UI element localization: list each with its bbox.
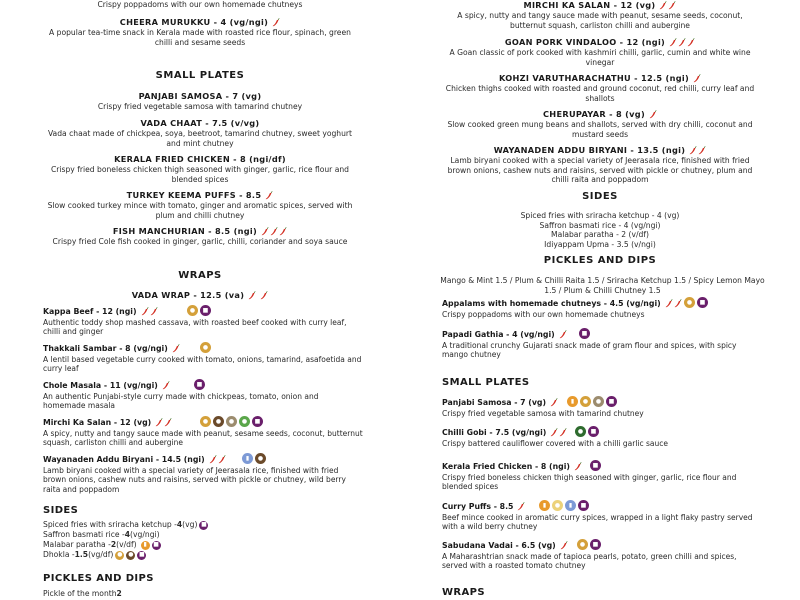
item-description: Authentic toddy shop mashed cassava, with roasted beef cooked with curry leaf, chilli and ginger [43,318,347,337]
side-item: Idiyappam Upma - 3.5 (v/ngi) [544,239,656,249]
allergen-icons [590,460,601,471]
menu-item [40,190,360,220]
item-title: TURKEY KEEMA PUFFS - 8.5 [40,190,360,201]
chilli-icon [573,462,582,471]
item-title: Chilli Gobi - 7.5 (vg/ngi) ● ■ [442,426,762,438]
item-description: A popular tea-time snack in Kerala made with roasted rice flour, spinach, green chilli and sesame seeds [49,28,351,47]
side-item: Spiced fries with sriracha ketchup - 4 (vg) ■ [43,520,207,529]
chilli-icon [171,344,180,353]
chilli-icon [658,1,676,10]
item-description: Lamb biryani cooked with a special variety of Jeerasala rice, finished with fried brown onions, cashew nuts and raisins, served with pickle or chutney, wild berry raita and poppadom [43,466,346,494]
peanut-icon: ● [213,416,224,427]
chilli-icon [271,18,280,27]
section-heading-small-plates: SMALL PLATES [442,377,530,388]
mustard-icon: ● [577,539,588,550]
item-title: KOHZI VARUTHARACHATHU - 12.5 (ngi) [440,73,760,84]
celery-icon: ● [239,416,250,427]
item-description: Crispy battered cauliflower covered with a chilli garlic sauce [442,439,669,448]
lupin-icon: ● [684,297,695,308]
item-title: Mirchi Ka Salan - 12 (vg) ● ● ● ● ■ [43,416,363,428]
nuts-icon: ● [255,453,266,464]
allergen-icons [567,396,617,407]
menu-item [440,37,760,67]
side-item: Malabar paratha - 2 (v/df) [551,230,649,239]
menu-item-cheera-murukku [40,17,360,47]
item-title: CHERUPAYAR - 8 (vg) [440,109,760,120]
section-heading-small-plates: SMALL PLATES [155,70,245,81]
menu-item [40,118,360,148]
item-title: Kerala Fried Chicken - 8 (ngi) ■ [442,460,762,472]
chilli-icon [668,38,695,47]
chilli-icon [516,502,525,511]
sulphite-icon: ■ [201,521,207,528]
chilli-icon [688,146,706,155]
item-title: KERALA FRIED CHICKEN - 8 (ngi/df) [114,154,286,164]
menu-item [442,426,762,448]
item-description: Crispy fried boneless chicken thigh seasoned with ginger, garlic, rice flour and blended spices [442,473,737,492]
menu-item [43,305,363,337]
item-description: A Maharashtrian snack made of tapioca pearls, potato, green chilli and spices, served with a roasted tomato chutney [442,552,737,571]
sides-list [400,211,800,249]
menu-item [40,154,360,184]
mustard-icon: ● [200,342,211,353]
sulphite-icon: ■ [578,500,589,511]
milk-icon: ▮ [565,500,576,511]
chilli-icon [140,307,158,316]
menu-item [43,453,363,494]
menu-item [442,297,762,319]
item-description: Crispy fried boneless chicken thigh seasoned with ginger, garlic, rice flour and blended spices [50,165,350,184]
side-item: Saffron basmati rice - 4 (vg/ngi) [539,220,661,230]
menu-item [40,91,360,112]
chilli-icon [260,227,287,236]
item-title: CHEERA MURUKKU - 4 (vg/ngi) [40,17,360,28]
menu-item [440,145,760,185]
menu-item [43,379,363,411]
menu-item [43,416,363,448]
item-description: Crispy fried Cole fish cooked in ginger, garlic, chilli, coriander and soya sauce [52,237,348,246]
mustard-icon: ● [580,396,591,407]
allergen-icons [684,297,708,308]
menu-item-vada-wrap [40,290,360,301]
menu-page-right [400,0,800,600]
section-heading-sides: SIDES [43,505,79,516]
allergen-icons [577,539,601,550]
menu-item [43,342,363,374]
menu-item [442,460,762,492]
allergen-icons [579,328,590,339]
chilli-icon [559,541,568,550]
sulphite-icon: ■ [200,305,211,316]
item-title: Wayanaden Addu Biryani - 14.5 (ngi) ▮ ● [43,453,363,465]
sulphite-icon: ■ [252,416,263,427]
allergen-icons [575,426,599,437]
sesame-icon: ● [593,396,604,407]
chilli-icon [549,428,567,437]
chilli-icon [247,291,268,300]
sulphite-icon: ■ [588,426,599,437]
item-description: Crispy fried vegetable samosa with tamarind chutney [97,102,303,111]
pickle-line: Pickle of the month 2 [43,589,122,598]
item-title: Appalams with homemade chutneys - 4.5 (vg/ngi) ● ■ [442,297,762,309]
item-title: VADA WRAP - 12.5 (va) [40,290,360,301]
item-title: Papadi Gathia - 4 (vg/ngi) ■ [442,328,762,340]
menu-item [442,539,762,571]
menu-item [440,0,760,30]
appalams-partial [40,0,360,10]
item-title: Curry Puffs - 8.5 ▮ ● ▮ ■ [442,500,762,512]
sulphite-icon: ■ [697,297,708,308]
item-description: Crispy poppadoms with our own homemade chutneys [442,310,645,319]
mustard-icon: ● [200,416,211,427]
menu-item [440,73,760,103]
menu-item [40,226,360,247]
section-heading-sides: SIDES [582,191,618,202]
chilli-icon [208,455,226,464]
side-item: Malabar paratha - 2 (v/df) ▮ ■ [43,540,159,549]
item-description: Vada chaat made of chickpea, soya, beetroot, tamarind chutney, sweet yoghurt and mint chutney [47,129,353,148]
gluten-icon: ▮ [567,396,578,407]
item-title: Chole Masala - 11 (vg/ngi) ■ [43,379,363,391]
sulphite-icon: ■ [579,328,590,339]
item-title: Thakkali Sambar - 8 (vg/ngi) ● [43,342,363,354]
mustard-icon: ● [117,551,123,558]
milk-icon: ▮ [242,453,253,464]
sulphite-icon: ■ [590,460,601,471]
section-heading-pickles: PICKLES AND DIPS [43,573,154,584]
allergen-icons [242,453,266,464]
section-heading-wraps: WRAPS [442,587,486,598]
sulphite-icon: ■ [153,541,159,548]
item-title: Panjabi Samosa - 7 (vg) ▮ ● ● ■ [442,396,762,408]
item-description: Slow cooked turkey mince with tomato, ginger and aromatic spices, served with plum and chilli chutney [47,201,353,220]
pickles-line: Mango & Mint 1.5 / Plum & Chilli Raita 1.5 / Sriracha Ketchup 1.5 / Spicy Lemon Mayo 1.5 / Plum & Chilli Chutney 1.5 [440,276,765,295]
item-title: GOAN PORK VINDALOO - 12 (ngi) [440,37,760,48]
item-title: MIRCHI KA SALAN - 12 (vg) [440,0,760,11]
item-title: PANJABI SAMOSA - 7 (vg) [138,91,262,101]
sulphite-icon: ■ [606,396,617,407]
chilli-icon [161,381,170,390]
item-description: A traditional crunchy Gujarati snack made of gram flour and spices, with spicy mango chutney [442,341,737,360]
item-description: Slow cooked green mung beans and shallots, served with dry chilli, coconut and mustard seeds [447,120,753,139]
item-description: A Goan classic of pork cooked with kashmiri chilli, garlic, cumin and white wine vinegar [449,48,751,67]
side-item: Spiced fries with sriracha ketchup - 4 (vg) [520,211,680,220]
sesame-icon: ● [226,416,237,427]
item-title: Sabudana Vadai - 6.5 (vg) ● ■ [442,539,762,551]
menu-item [440,109,760,139]
chilli-icon [549,398,558,407]
chilli-icon [154,418,172,427]
side-item: Saffron basmati rice - 4 (vg/ngi) [43,530,160,539]
item-description: An authentic Punjabi-style curry made with chickpeas, tomato, onion and homemade masala [43,392,319,411]
section-heading-wraps: WRAPS [178,270,222,281]
chilli-icon [664,299,682,308]
item-description: A spicy, nutty and tangy sauce made with peanut, sesame seeds, coconut, butternut squash, carliston chilli and aubergine [457,11,743,30]
item-title: FISH MANCHURIAN - 8.5 (ngi) [40,226,360,237]
item-description: A spicy, nutty and tangy sauce made with peanut, sesame seeds, coconut, butternut squash, carliston chilli and aubergine [43,429,363,448]
item-title: VADA CHAAT - 7.5 (v/vg) [140,118,260,128]
menu-item [442,328,762,360]
sulphite-icon: ■ [194,379,205,390]
sulphite-icon: ■ [590,539,601,550]
sides-list [43,520,208,560]
item-description: Chicken thighs cooked with roasted and ground coconut, red chilli, curry leaf and shallots [445,84,755,103]
item-description: Crispy poppadoms with our own homemade chutneys [97,0,303,9]
chilli-icon [264,191,273,200]
allergen-icons [200,416,263,427]
menu-item [442,396,762,418]
item-description: Beef mince cooked in aromatic curry spices, wrapped in a light flaky pastry served with a wild berry chutney [442,513,753,532]
mustard-icon: ● [187,305,198,316]
item-description: A lentil based vegetable curry cooked with tomato, onions, tamarind, asafoetida and curry leaf [43,355,362,374]
allergen-icons [539,500,589,511]
gluten-icon: ▮ [539,500,550,511]
item-title: Kappa Beef - 12 (ngi) ● ■ [43,305,363,317]
menu-item [442,500,762,532]
allergen-icons [200,342,211,353]
item-title: WAYANADEN ADDU BIRYANI - 13.5 (ngi) [440,145,760,156]
item-description: Lamb biryani cooked with a special variety of Jeerasala rice, finished with fried brown onions, cashew nuts and raisins, served with pickle or chutney, plum and chilli raita and poppadom [447,156,753,184]
chilli-icon [558,330,567,339]
egg-icon: ● [552,500,563,511]
side-item: Dhokla - 1.5 (vg/df) ● ● ■ [43,550,145,559]
chilli-icon [648,110,657,119]
allergen-icons [187,305,211,316]
allergen-icons [194,379,205,390]
section-heading-pickles: PICKLES AND DIPS [543,255,657,266]
item-description: Crispy fried vegetable samosa with tamarind chutney [442,409,644,418]
sulphite-icon: ■ [139,551,145,558]
chilli-icon [692,74,701,83]
gluten-icon: ▮ [141,541,150,550]
nuts-icon: ● [128,551,134,558]
celery-icon: ● [575,426,586,437]
